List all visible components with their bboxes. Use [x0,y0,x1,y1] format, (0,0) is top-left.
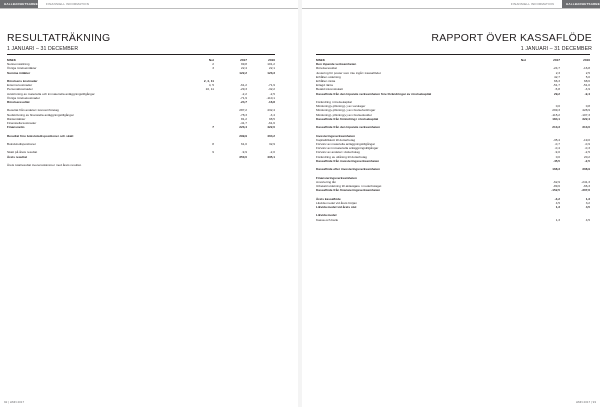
row-value-2017: 29,2 [553,91,560,96]
row-value-2016: -19,0 [582,137,590,142]
row-value-2016: 32,9 [268,142,275,146]
right-top-rule [302,0,600,9]
row-value-2017: -35,4 [552,137,560,142]
row-value-2017: -24,7 [552,66,560,71]
column-header-note: Not [208,58,214,62]
row-note: 10, 11 [205,87,214,92]
row-label: Externa kostnader [7,83,33,88]
row-label: Förändring av utlåning till dotterbolag [316,154,367,159]
left-title-rule [7,54,275,55]
row-note: 2, 4, 11 [203,79,214,83]
row-value-2016: -16,8 [582,66,590,71]
row-value-2016: -307,6 [581,188,590,193]
row-label: Kassaflöde från finansieringsverksamheten [316,188,381,193]
row-label: Bokslutsdispositioner [7,142,37,146]
row-label: Förändring i rörelsekapital [316,100,352,105]
row-value-2017: -9,0 [554,150,560,155]
row-label: Amortering lån [316,179,337,184]
row-note: 8 [212,142,214,146]
row-value-2017: -5,8 [554,87,560,92]
row-value-2017: 1,3 [555,205,560,210]
row-value-2017: -0,7 [554,142,560,147]
row-label: Likvida medel [316,213,337,218]
row-note [192,163,214,167]
row-value-2016: -3,9 [584,87,590,92]
row-value-2016: 1,3 [585,196,590,201]
row-value-2016: 4,5 [585,217,590,222]
row-label: Förvärv av immateriella anläggningstillgångar [316,146,379,151]
row-value-2017: 99,8 [240,62,247,67]
row-value-2017: 42,7 [553,74,560,79]
row-value-2016: -32,2 [267,87,275,92]
row-value-2016 [247,163,275,167]
row-value-2017: 22,4 [240,66,247,71]
row-label: Årets totalresultat överensstämmer med årets resultat. [7,162,82,167]
row-label: Ränteintäkter [7,116,26,121]
row-label: Finansnetto [7,125,25,130]
row-value-2016: -2,5 [269,91,275,96]
row-value-2017 [214,163,247,167]
row-value-2016: -107,3 [581,112,590,117]
row-value-2017: 184,1 [552,116,560,121]
row-label: Resultat före bokslutsdispositioner och skatt [7,133,74,138]
right-page-subtitle: 1 JANUARI – 31 DECEMBER [520,46,592,52]
row-label: Årets resultat [7,154,27,159]
row-value-2017: 0,0 [555,154,560,159]
row-label: Erlagd ränta [316,83,333,88]
row-value-2016: -51,0 [582,83,590,88]
row-value-2016: -241,3 [581,179,590,184]
row-value-2017: -78,3 [239,112,247,117]
row-value-2017: -29,3 [239,87,247,92]
row-label: Den löpande verksamheten [316,62,357,67]
row-label: Kassaflöde efter investeringsverksamheten [316,167,380,172]
column-header-2017: 2017 [553,58,560,62]
row-label: Kassaflöde från investeringsverksamheten [316,158,380,163]
row-value-2016: 20,2 [583,154,590,159]
row-label: Rörelsens kostnader [7,79,38,83]
row-value-2017: -152,5 [551,188,560,193]
row-value-2017: 2,3 [555,70,560,75]
row-value-2016: 313,0 [582,125,590,130]
left-top-rule [0,0,298,9]
row-value-2016: 3,2 [585,200,590,205]
row-label: Årets kassaflöde [316,196,341,201]
row-label: Minskning(+)/ökning(–) av varulager [316,104,366,109]
row-value-2017: -115,2 [551,112,560,117]
row-label: Nedskrivning av finansiella anläggningstillgångar [7,112,74,117]
row-value-2016: 422,0 [267,125,275,130]
row-value-2017: 287,2 [239,108,247,113]
row-value-2017: 4,5 [555,200,560,205]
row-label: Likvida medel vid årets slut [316,205,357,210]
row-label: Erhållen utdelning [316,74,341,79]
column-header-note: Not [520,58,526,62]
row-value-2016: -0,9 [584,142,590,147]
row-label: Minskning(+)/ökning(–) av rörelsefordringar [316,108,376,113]
row-value-2016: 2,5 [585,70,590,75]
row-value-2017: -0,4 [554,146,560,151]
row-label: Övriga rörelseintäkter [7,66,37,71]
row-value-2016: -2,5 [584,158,590,163]
row-value-2016: 68,6 [583,79,590,84]
row-value-2017: 299,3 [552,108,560,113]
income-statement-table [7,58,275,167]
row-value-2016: -61,6 [267,121,275,126]
row-label: Rörelseresultat [7,100,30,105]
row-label: Utbetald utdelning till aktieägare i moderbolaget [316,184,382,189]
row-value-2016: 101,2 [267,62,275,67]
row-value-2016: 322,4 [582,116,590,121]
row-value-2016: 0,8 [585,104,590,109]
row-note: 2 [212,62,214,67]
row-label: Betald inkomstskatt [316,87,343,92]
row-label: Erhållen ränta [316,79,336,84]
row-value-2016: -9,4 [584,91,590,96]
row-value-2016: -66,3 [582,184,590,189]
row-value-2017: -51,7 [552,83,560,88]
row-value-2017: -3,2 [554,196,560,201]
row-value-2017: -2,2 [241,91,247,96]
column-header-2017: 2017 [240,58,247,62]
row-value-2016: -16,8 [267,100,275,105]
row-value-2017: 0,0 [555,104,560,109]
row-value-2017: -24,7 [239,100,247,105]
row-label: Avskrivning av materiella och immateriella anläggningstillgångar [7,91,95,96]
row-label: Kassaflöde från den löpande verksamheten före förändringar av rörelsekapital [316,91,432,96]
row-value-2017: 350,0 [239,154,247,159]
row-label: Kassaflöde från förändring i rörelsekapital [316,116,379,121]
row-value-2017: -62,9 [552,179,560,184]
table-row [7,163,275,167]
row-label: Minskning(–)/ökning(+) av rörelseskulder [316,112,372,117]
table-row [316,218,590,222]
row-value-2016: 435,1 [267,154,275,159]
row-label: Rörelseresultat [316,66,337,71]
row-value-2016: 404,2 [267,133,275,138]
column-header-2016: 2016 [583,58,590,62]
row-value-2017: 223,4 [239,125,247,130]
column-header-2016: 2016 [268,58,275,62]
row-value-2016: -2,0 [269,150,275,155]
row-label: Investeringsverksamheten [316,133,356,138]
row-value-2017: -41,7 [239,121,247,126]
right-section-tab[interactable]: HALLBARHETSARBETE [562,0,600,8]
row-value-2016: -2,5 [584,150,590,155]
row-label: Likvida medel vid årets början [316,200,357,205]
row-note: 3 [212,66,214,71]
row-value-2017: -45,5 [552,158,560,163]
left-section-tab[interactable]: HALLBARHETSARBETE [0,0,38,8]
row-value-2016: 308,9 [582,167,590,172]
row-value-2017: 213,3 [552,125,560,130]
row-note: 9 [212,150,214,155]
left-page-footer: 92 | HMN 2017 [4,400,25,404]
left-page-subtitle: 1 JANUARI – 31 DECEMBER [7,46,79,52]
left-page [0,0,298,407]
row-value-2016: 5,0 [585,74,590,79]
row-label: Resultat från andelar i koncernföretag [7,108,59,113]
row-value-2017: -71,9 [239,95,247,100]
row-value-2016: -0,3 [584,146,590,151]
row-value-2016: 22,1 [268,66,275,71]
row-value-2017: -89,6 [552,184,560,189]
right-running-header: FINANSIELL INFORMATION [510,2,554,6]
cash-flow-table [316,58,590,222]
row-value-2016: 432,4 [267,108,275,113]
row-label: Justering för poster som inte ingår i kassaflödet [316,70,381,75]
column-header-label: MSEK [7,58,16,62]
row-value-2017: -9,9 [241,150,247,155]
row-label: Förvärv av materiella anläggningstillgångar [316,142,375,147]
row-value-2016: 123,3 [267,70,275,75]
row-label: Kapitaltillskott till dotterbolag [316,137,356,142]
row-value-2017: 1,3 [555,217,560,222]
row-label: Skatt på årets resultat [7,150,38,155]
row-value-2017: -61,2 [239,83,247,88]
left-running-header: FINANSIELL INFORMATION [46,2,90,6]
right-page [302,0,604,407]
row-value-2016: -3,4 [269,112,275,117]
row-value-2017: 122,2 [239,70,247,75]
right-page-footer: HMN 2017 | 93 [575,400,596,404]
row-value-2016: -110,1 [266,95,275,100]
right-page-title: RAPPORT ÖVER KASSAFLÖDE [431,32,592,44]
row-value-2016: 4,5 [585,205,590,210]
row-label: Kassa och bank [316,217,339,222]
right-title-rule [316,54,590,55]
row-value-2017: 66,3 [553,79,560,84]
row-label: Finansiella kostnader [7,121,37,126]
row-value-2016: -71,9 [267,83,275,88]
row-label: Personalkostnader [7,87,33,92]
row-value-2016: 98,5 [268,116,275,121]
row-value-2017: 299,9 [239,133,247,138]
row-label: Förvärv av andelar i dotterbolag [316,150,360,155]
row-value-2017: 81,2 [240,116,247,121]
row-label: Summa intäkter [7,70,31,75]
row-label: Kassaflöde från den löpande verksamheten [316,125,380,130]
row-value-2017: 61,0 [240,142,247,146]
row-value-2017: 168,3 [552,167,560,172]
row-label: Nettoomsättning [7,62,30,67]
row-value-2016: 428,9 [582,108,590,113]
column-header-label: MSEK [316,58,325,62]
row-label: Övriga rörelsekostnader [7,95,41,100]
row-label: Finansieringsverksamheten [316,175,357,180]
left-page-title: RESULTATRÄKNING [7,32,111,44]
row-note [506,218,526,222]
row-note: 7 [212,125,214,130]
row-note: 4, 5 [208,83,214,88]
